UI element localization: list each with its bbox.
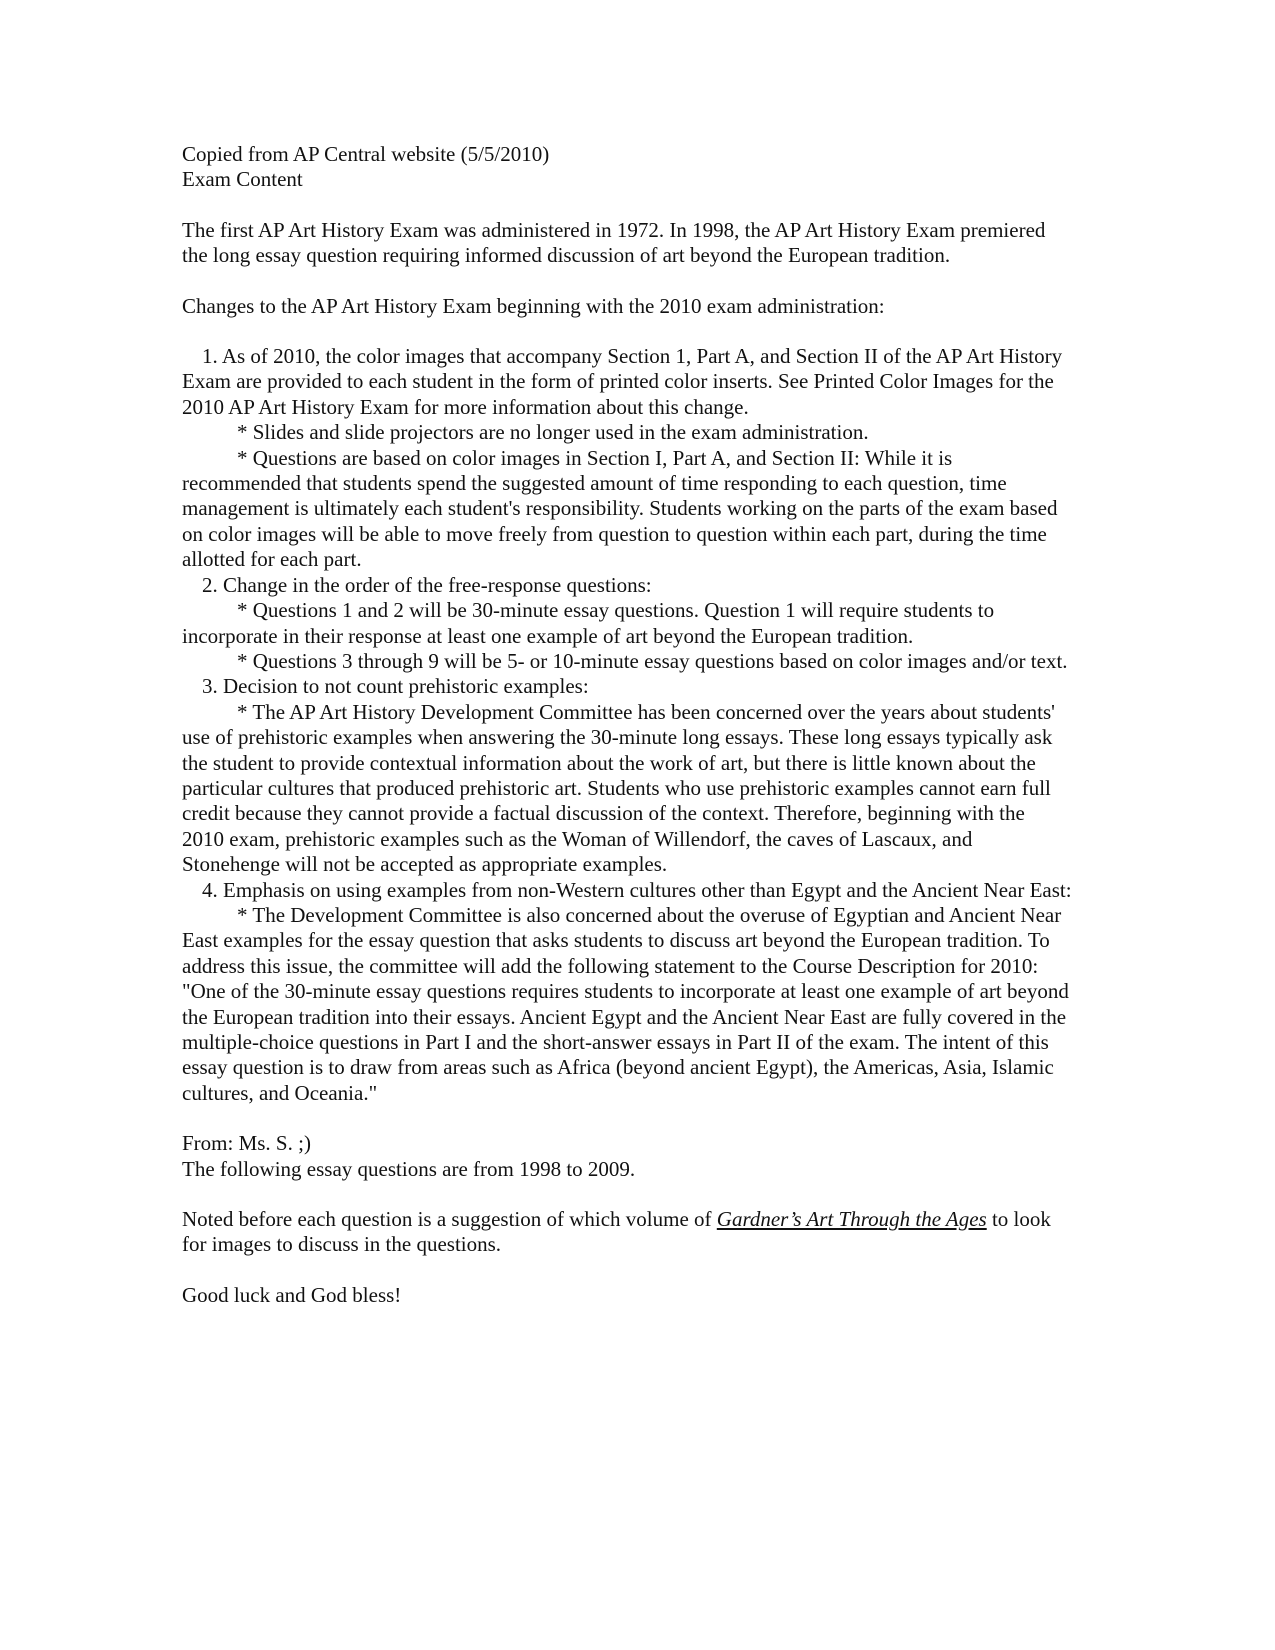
list-item-1-bullet-b: * Questions are based on color images in Section I, Part A, and Section II: While it is recommended that students spend the suggested amount of time responding to each question, time management is ultimately each student's responsibility. Students working on the parts of the exam based on color images will be able to move freely from question to question within each part, during the time allotted for each part. xyxy=(182,445,1058,572)
spacer xyxy=(182,319,1072,344)
document-page xyxy=(182,142,1072,1308)
closing-line: Good luck and God bless! xyxy=(182,1282,402,1307)
list-item-3: 3. Decision to not count prehistoric examples: xyxy=(202,674,589,699)
list-item-4: 4. Emphasis on using examples from non-Western cultures other than Egypt and the Ancient Near East: xyxy=(202,877,1072,902)
spacer xyxy=(182,269,1072,294)
list-item-2-bullet-a: * Questions 1 and 2 will be 30-minute essay questions. Question 1 will require students to incorporate in their response at least one example of art beyond the European tradition. xyxy=(182,598,995,648)
spacer xyxy=(182,1106,1072,1131)
list-item-2: 2. Change in the order of the free-response questions: xyxy=(202,572,652,597)
list-item-1: 1. As of 2010, the color images that accompany Section 1, Part A, and Section II of the AP Art History Exam are provided to each student in the form of printed color inserts. See Printed Color Images for the 2010 AP Art History Exam for more information about this change. xyxy=(182,344,1063,419)
from-line: From: Ms. S. ;) xyxy=(182,1131,311,1156)
spacer xyxy=(182,1258,1072,1283)
spacer xyxy=(182,1182,1072,1207)
list-item-2-bullet-b: * Questions 3 through 9 will be 5- or 10-minute essay questions based on color images and/or text. xyxy=(237,648,1068,673)
spacer xyxy=(182,193,1072,218)
list-item-4-bullet-a: * The Development Committee is also concerned about the overuse of Egyptian and Ancient Near East examples for the essay question that asks students to discuss art beyond the European tradition. To address this issue, the committee will add the following statement to the Course Description for 2010: "One of the 30-minute essay questions requires students to incorporate at least one example of art beyond the European tradition into their essays. Ancient Egypt and the Ancient Near East are fully covered in the multiple-choice questions in Part I and the short-answer essays in Part II of the exam. The intent of this essay question is to draw from areas such as Africa (beyond ancient Egypt), the Americas, Asia, Islamic cultures, and Oceania." xyxy=(182,902,1069,1105)
changes-heading: Changes to the AP Art History Exam beginning with the 2010 exam administration: xyxy=(182,293,885,318)
list-item-1-bullet-a: * Slides and slide projectors are no longer used in the exam administration. xyxy=(237,420,869,445)
source-line: Copied from AP Central website (5/5/2010) xyxy=(182,142,550,166)
intro-paragraph: The first AP Art History Exam was administered in 1972. In 1998, the AP Art History Exam premiered the long essay question requiring informed discussion of art beyond the European tradition. xyxy=(182,217,1046,268)
book-title: Gardner’s Art Through the Ages xyxy=(716,1207,987,1232)
essays-line: The following essay questions are from 1998 to 2009. xyxy=(182,1156,636,1181)
note-paragraph xyxy=(182,1207,1072,1258)
list-item-3-bullet-a: * The AP Art History Development Committee has been concerned over the years about students' use of prehistoric examples when answering the 30-minute long essays. These long essays typically ask the student to provide contextual information about the work of art, but there is little known about the particular cultures that produced prehistoric art. Students who use prehistoric examples cannot earn full credit because they cannot provide a factual discussion of the context. Therefore, beginning with the 2010 exam, prehistoric examples such as the Woman of Willendorf, the caves of Lascaux, and Stonehenge will not be accepted as appropriate examples. xyxy=(182,699,1055,877)
note-text-after: to look for images to discuss in the questions. xyxy=(182,1207,1051,1257)
note-text-before: Noted before each question is a suggestion of which volume of xyxy=(182,1207,717,1232)
page-title: Exam Content xyxy=(182,167,303,192)
